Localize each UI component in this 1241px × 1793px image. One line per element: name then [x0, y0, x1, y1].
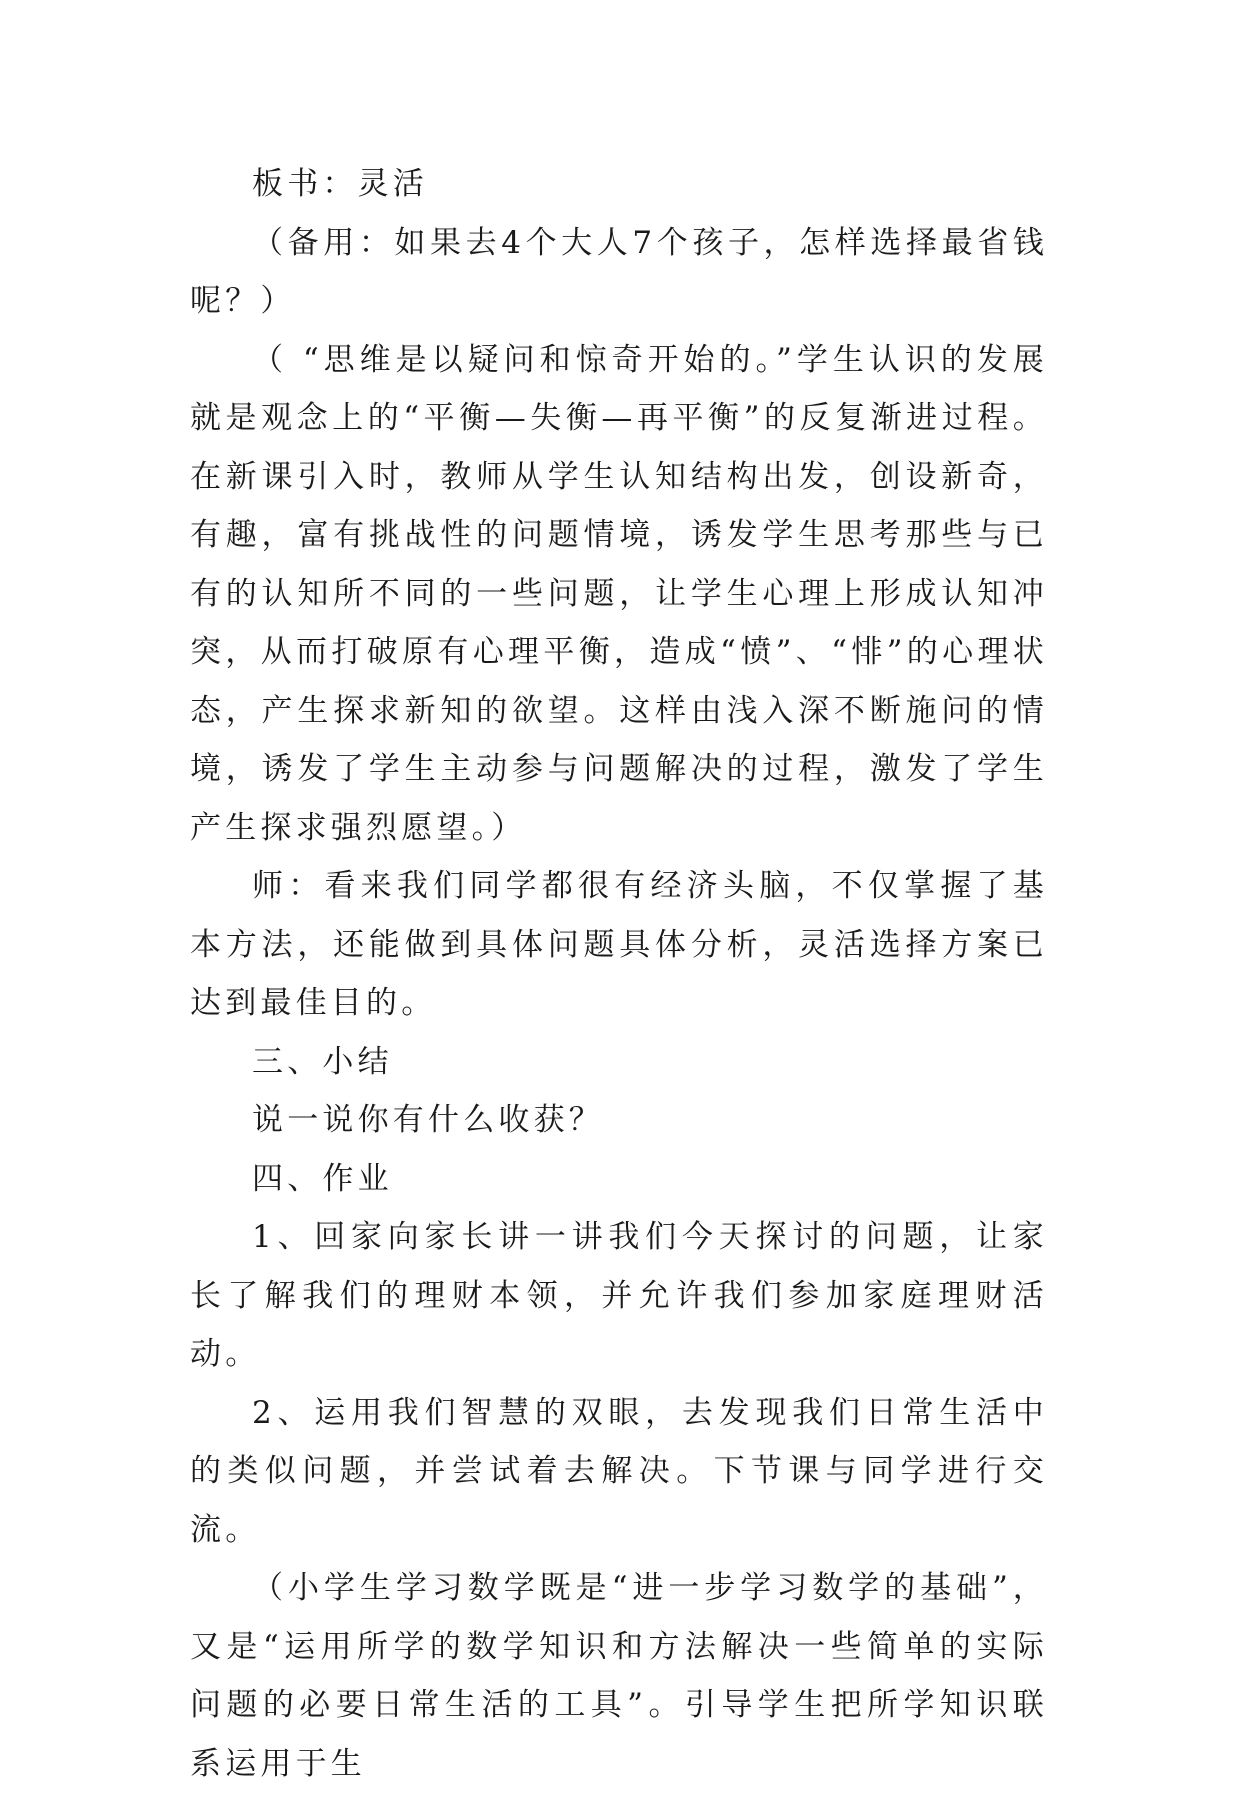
- homework-item-2: 2、运用我们智慧的双眼，去发现我们日常生活中的类似问题，并尝试着去解决。下节课与同学进行交流。: [190, 1394, 1048, 1548]
- section-heading-homework: 四、作业: [252, 1160, 393, 1197]
- closing-commentary-paragraph: （小学生学习数学既是“进一步学习数学的基础”，又是“运用所学的数学知识和方法解决一些简单的实际问题的必要日常生活的工具”。引导学生把所学知识联系运用于生: [190, 1570, 1048, 1782]
- document-page: [190, 155, 1048, 1793]
- section-heading-summary: 三、小结: [252, 1043, 393, 1080]
- board-note-paragraph: 板书：灵活: [252, 166, 428, 202]
- commentary-paragraph: （ “思维是以疑问和惊奇开始的。”学生认识的发展就是观念上的“平衡—失衡—再平衡”的反复渐进过程。在新课引入时，教师从学生认知结构出发，创设新奇，有趣，富有挑战性的问题情境，诱发学生思考那些与已有的认知所不同的一些问题，让学生心理上形成认知冲突，从而打破原有心理平衡，造成“愤”、“悱”的心理状态，产生探求新知的欲望。这样由浅入深不断施问的情境，诱发了学生主动参与问题解决的过程，激发了学生产生探求强烈愿望。）: [190, 341, 1048, 846]
- summary-question-paragraph: 说一说你有什么收获？: [252, 1102, 604, 1138]
- teacher-remark-paragraph: 师：看来我们同学都很有经济头脑，不仅掌握了基本方法，还能做到具体问题具体分析，灵活选择方案已达到最佳目的。: [190, 868, 1048, 1021]
- backup-question-paragraph: （备用：如果去4个大人7个孩子，怎样选择最省钱呢？）: [190, 224, 1048, 319]
- homework-item-1: 1、回家向家长讲一讲我们今天探讨的问题，让家长了解我们的理财本领，并允许我们参加家庭理财活动。: [190, 1219, 1048, 1372]
